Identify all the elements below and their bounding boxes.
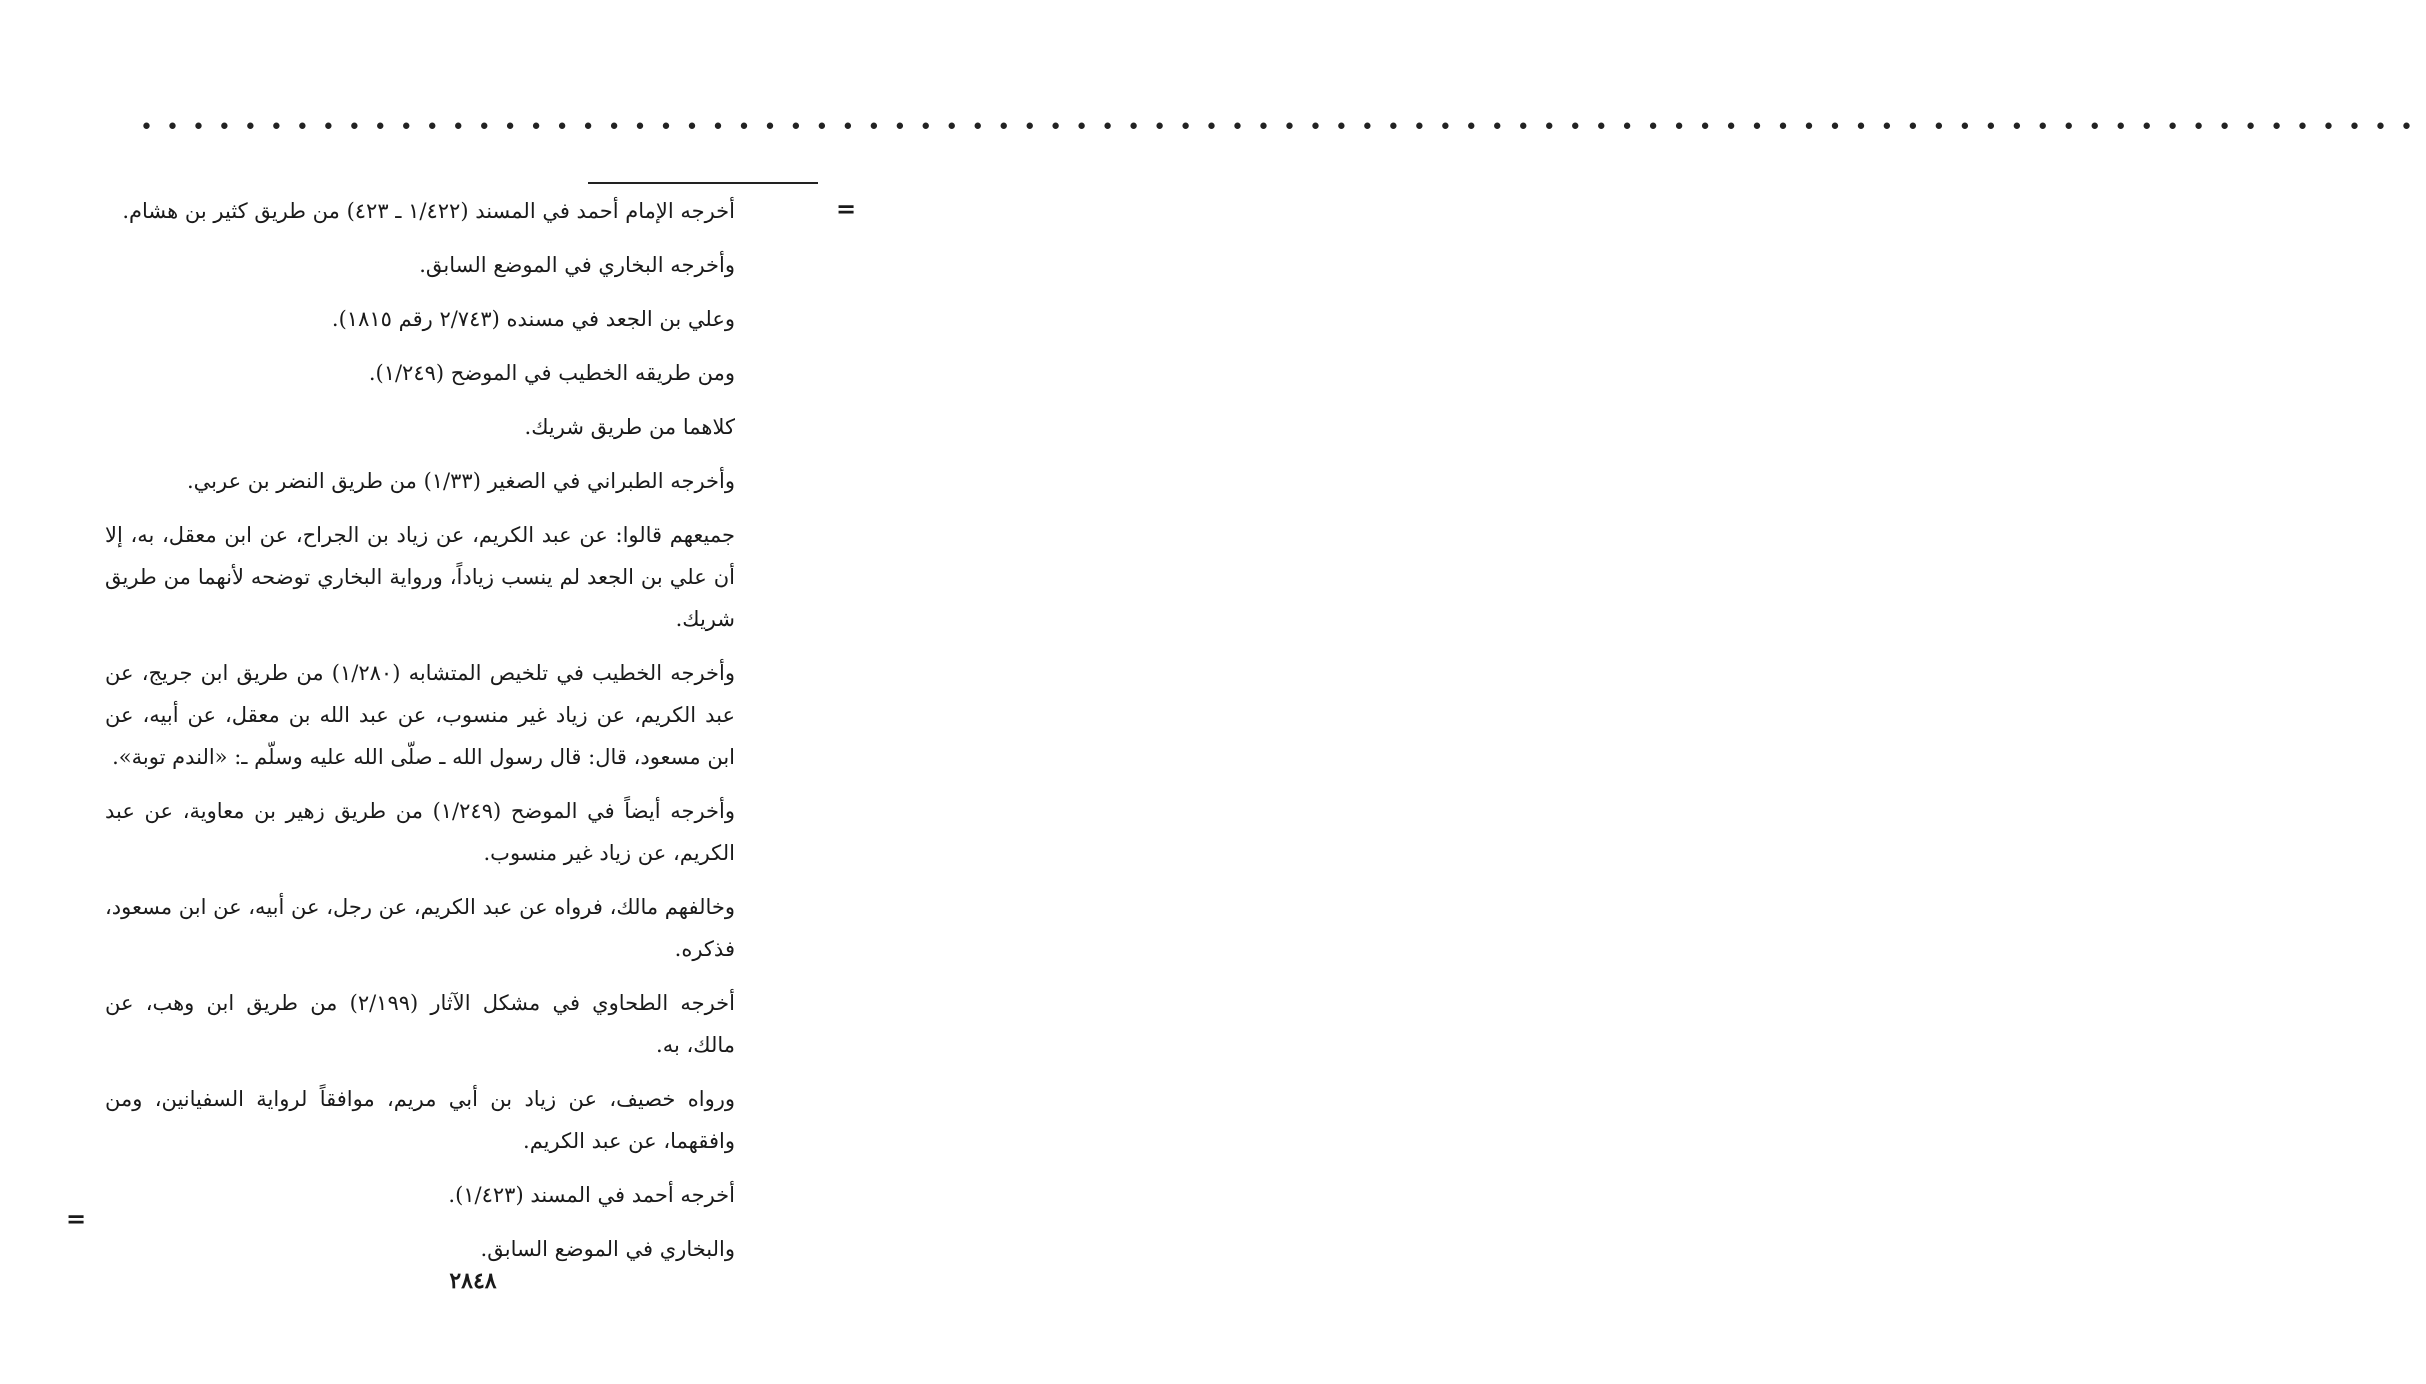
paragraph: جميعهم قالوا: عن عبد الكريم، عن زياد بن الجراح، عن ابن معقل، به، إلا أن علي بن الجعد لم ينسب زياداً، ورواية البخاري توضحه لأنهما من طريق شريك. [105, 523, 735, 631]
paragraph: وأخرجه الخطيب في تلخيص المتشابه (١/٢٨٠) من طريق ابن جريج، عن عبد الكريم، عن زياد غير منسوب، عن عبد الله بن معقل، عن أبيه، عن ابن مسعود، قال: قال رسول الله ـ صلّى الله عليه وسلّم ـ: «الندم توبة». [105, 661, 736, 769]
paragraph: وأخرجه البخاري في الموضع السابق. [419, 253, 735, 277]
paragraph: وأخرجه أيضاً في الموضح (١/٢٤٩) من طريق زهير بن معاوية، عن عبد الكريم، عن زياد غير منسوب. [105, 799, 735, 865]
dotted-separator: •••••••••••••••••••••••••••••••••••••••••••••••••••••••••••••••••••••••••••••••••••••••• [140, 115, 2426, 140]
page-number: ٢٨٤٨ [449, 1268, 497, 1294]
paragraph: أخرجه الطحاوي في مشكل الآثار (٢/١٩٩) من طريق ابن وهب، عن مالك، به. [105, 991, 735, 1057]
paragraph: وأخرجه الطبراني في الصغير (١/٣٣) من طريق النضر بن عربي. [186, 469, 735, 493]
paragraph: أخرجه الإمام أحمد في المسند (١/٤٢٢ ـ ٤٢٣) من طريق كثير بن هشام. [122, 199, 735, 223]
paragraph: ورواه خصيف، عن زياد بن أبي مريم، موافقاً لرواية السفيانين، ومن وافقهما، عن عبد الكريم. [105, 1087, 735, 1153]
paragraph: والبخاري في الموضع السابق. [480, 1237, 735, 1261]
paragraph: أخرجه أحمد في المسند (١/٤٢٣). [448, 1183, 735, 1207]
paragraph: وعلي بن الجعد في مسنده (٢/٧٤٣ رقم ١٨١٥). [331, 307, 735, 331]
footnote-text [105, 190, 735, 1282]
paragraph: ومن طريقه الخطيب في الموضح (١/٢٤٩). [368, 361, 735, 385]
continuation-mark-top: = [836, 194, 857, 223]
footnote-rule [588, 182, 818, 184]
paragraph: كلاهما من طريق شريك. [524, 415, 735, 439]
paragraph: وخالفهم مالك، فرواه عن عبد الكريم، عن رجل، عن أبيه، عن ابن مسعود، فذكره. [104, 895, 735, 961]
continuation-mark-bottom: = [66, 1204, 87, 1233]
